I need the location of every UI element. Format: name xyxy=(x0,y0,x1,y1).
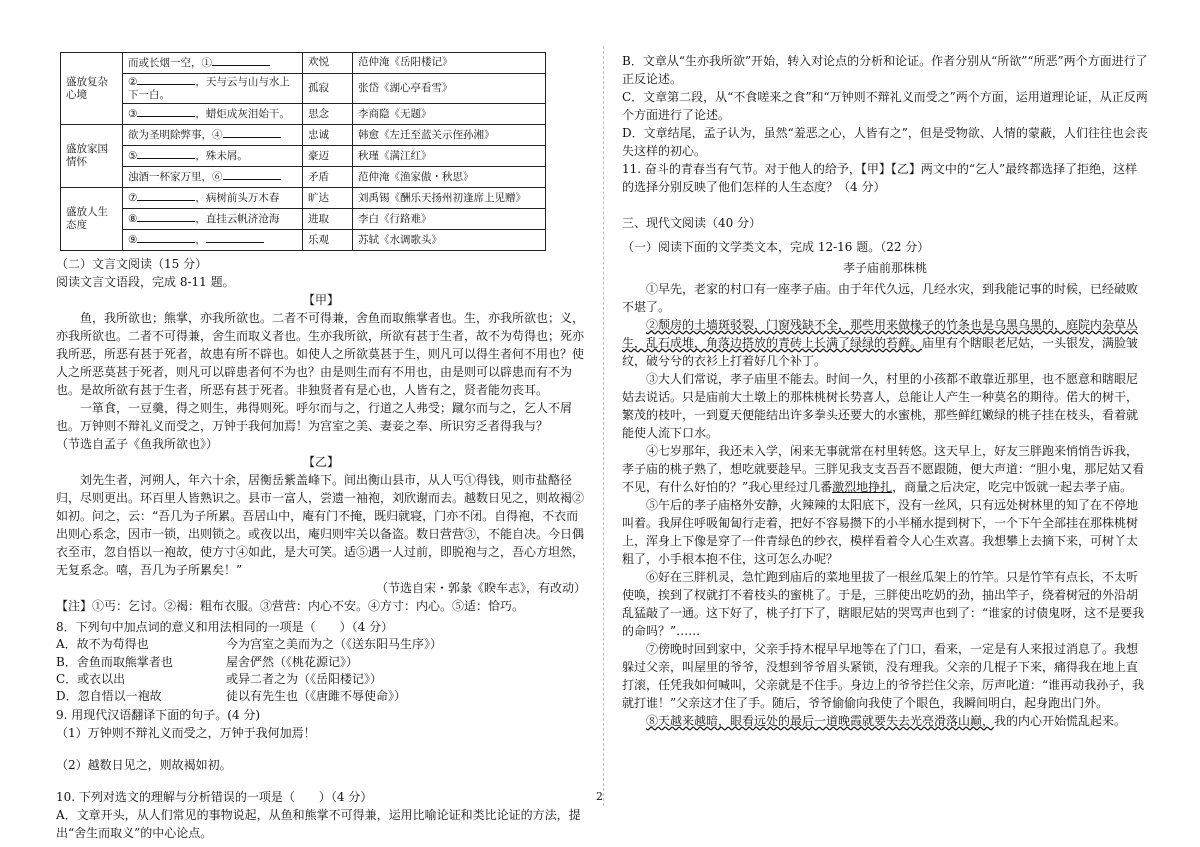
story-title: 孝子庙前那株桃 xyxy=(842,261,927,275)
fill-blank[interactable] xyxy=(137,191,195,201)
verse-cell: ⑧ ，直挂云帆济沧海 xyxy=(123,209,303,230)
question-10-option-a: A．文章开头，从人们常见的事物说起，从鱼和熊掌不可得兼，运用比喻论证和类比论证的方法，提出“舍生而取义”的中心论点。 xyxy=(56,807,581,840)
underlined-phrase: 激烈地挣扎 xyxy=(832,480,893,494)
underlined-sentence: ⑧天越来越暗，眼看远处的最后一道晚霞就要失去光亮滑落山巅， xyxy=(646,714,995,728)
story-paragraph-1: ①早先，老家的村口有一座孝子庙。由于年代久远，几经水灾，到我能记事的时候，已经破败不堪了。 xyxy=(622,282,1139,314)
column-divider xyxy=(603,46,604,806)
source-cell: 刘禹锡《酬乐天扬州初逢席上见赠》 xyxy=(353,188,546,209)
question-8-option: C．或衣以出 或异二者之为（《岳阳楼记》） xyxy=(56,672,383,687)
fill-blank[interactable] xyxy=(137,233,195,243)
fill-blank[interactable] xyxy=(223,128,281,138)
verse-cell: ⑨ ， xyxy=(123,230,303,251)
theme-cell: 盛放人生态度 xyxy=(61,188,123,251)
story-paragraph-7: ⑦傍晚时回到家中，父亲手持木棍早早地等在了门口，看来，一定是有人来报过消息了。我想躲过父亲，叫屋里的爷爷，没想到爷爷眉头紧锁，没有理我。父亲的几棍子下来，痛得我在地上直打滚，任凭我如何喊叫，父亲就是不住手。身边上的爷爷拦住父亲，厉声叱道：“谁再动我孙子，我就打谁！”父亲这才住了手。随后，爷爷偷偷向我使了个眼色，我瞬间明白，起身跑出门外。 xyxy=(622,642,1145,710)
source-cell: 秋瑾《满江红》 xyxy=(353,146,546,167)
fill-blank[interactable] xyxy=(137,107,195,117)
source-cell: 李商隐《无题》 xyxy=(353,104,546,125)
emotion-cell: 旷达 xyxy=(303,188,353,209)
source-cell: 范仲淹《渔家傲・秋思》 xyxy=(353,167,546,188)
left-column xyxy=(56,52,586,842)
verse-cell: ⑤ ，殊未屑。 xyxy=(123,146,303,167)
poem-table-row xyxy=(61,125,546,146)
question-9: 9. 用现代汉语翻译下面的句子。(4 分) xyxy=(56,707,261,722)
emotion-cell: 欢悦 xyxy=(303,53,353,74)
emotion-cell: 乐观 xyxy=(303,230,353,251)
poem-table-row xyxy=(61,188,546,209)
source-cell: 张岱《湖心亭看雪》 xyxy=(353,74,546,104)
poem-table-row xyxy=(61,53,546,74)
yi-label: 【乙】 xyxy=(302,455,339,470)
question-8: 8．下列句中加点词的意义和用法相同的一项是（ ）（4 分） xyxy=(56,620,394,635)
source-cell: 韩愈《左迁至蓝关示侄孙湘》 xyxy=(353,125,546,146)
annotation-notes: 【注】①丐：乞讨。②褐：粗布衣服。③营营：内心不安。④方寸：内心。⑤适：恰巧。 xyxy=(56,599,525,614)
source-cell: 苏轼《水调歌头》 xyxy=(353,230,546,251)
verse-cell: ⑦ ，病树前头万木春 xyxy=(123,188,303,209)
page-number: 2 xyxy=(596,790,603,803)
emotion-cell: 豪迈 xyxy=(303,146,353,167)
emotion-cell: 思念 xyxy=(303,104,353,125)
section-heading: （二）文言文阅读（15 分） xyxy=(56,257,208,272)
section-3-heading: 三、现代文阅读（40 分） xyxy=(622,216,762,230)
story-paragraph-5: ⑤午后的孝子庙格外安静，火辣辣的太阳底下，没有一丝风，只有远处树林里的知了在不停地叫着。我屏住呼吸匍匐行走着，把好不容易攒下的小半桶水提到树下，一个下午全部挂在那株桃树上，浑身上下像是穿了一件青绿色的纱衣，模样看着令人心生欢喜。我想攀上去摘下来，可树丫太粗了，小手根本抱不住，这可怎么办呢？ xyxy=(622,498,1139,566)
fill-blank[interactable] xyxy=(137,75,195,85)
fill-blank[interactable] xyxy=(206,233,264,243)
emotion-cell: 矛盾 xyxy=(303,167,353,188)
right-column xyxy=(622,52,1148,730)
poem-table-row xyxy=(61,167,546,188)
question-10-option-b: B．文章从“生亦我所欲”开始，转入对论点的分析和论证。作者分别从“所欲”“所恶”两个方面进行了正反论述。 xyxy=(622,54,1148,86)
story-paragraph-4: ④七岁那年，我还未入学，闲来无事就常在村里转悠。这天早上，好友三胖跑来悄悄告诉我，孝子庙的桃子熟了，想吃就要趁早。三胖见我支支吾吾不愿跟随，便大声道：“胆小鬼，那尼姑又看不见，有什么好怕的？”我心里经过几番激烈地挣扎，商量之后决定，吃完中饭就一起去孝子庙。 xyxy=(622,444,1145,494)
poem-table-row xyxy=(61,74,546,104)
theme-cell: 盛放家国情怀 xyxy=(61,125,123,188)
fill-blank[interactable] xyxy=(137,212,195,222)
jia-paragraph-1: 鱼，我所欲也；熊掌，亦我所欲也。二者不可得兼，舍鱼而取熊掌者也。生，亦我所欲也；义，亦我所欲也。二者不可得兼，舍生而取义者也。生亦我所欲，所欲有甚于生者，故不为苟得也；死亦我所恶，所恶有甚于死者，故患有所不辟也。如使人之所欲莫甚于生，则凡可以得生者何不用也？使人之所恶莫甚于死者，则凡可以辟患者何不为也？由是则生而有不用也，由是则可以辟患而有不为也。是故所欲有甚于生者，所恶有甚于死者。非独贤者有是心也，人皆有之，贤者能勿丧耳。 xyxy=(56,311,585,398)
fill-blank[interactable] xyxy=(212,56,270,66)
story-paragraph-3: ③大人们常说，孝子庙里不能去。时间一久，村里的小孩都不敢靠近那里，也不愿意和瞎眼尼姑去说话。只是庙前大土墩上的那株桃树长势喜人，总能让人产生一种莫名的期待。偌大的树干，繁茂的枝叶，一到夏天便能结出许多拳头还要大的水蜜桃，那些鲜红嫩绿的桃子挂在枝头，看着就能使人流下口水。 xyxy=(622,372,1139,440)
jia-label: 【甲】 xyxy=(302,293,339,308)
verse-cell: ③ ，蜡炬成灰泪始干。 xyxy=(123,104,303,125)
classical-section xyxy=(56,255,586,842)
source-cell: 李白《行路难》 xyxy=(353,209,546,230)
question-11: 11. 奋斗的青春当有气节。对于他人的给予，【甲】【乙】两文中的“乞人”最终都选择了拒绝，这样的选择分别反映了他们怎样的人生态度？（4 分） xyxy=(622,162,1138,194)
poem-table xyxy=(60,52,546,251)
question-8-options xyxy=(56,636,586,706)
verse-cell: 浊酒一杯家万里，⑥ xyxy=(123,167,303,188)
source-cell: 范仲淹《岳阳楼记》 xyxy=(353,53,546,74)
poem-table-row xyxy=(61,230,546,251)
question-10-option-d: D．文章结尾，孟子认为，虽然“羞恶之心，人皆有之”，但是受物欲、人情的蒙蔽，人们往往也会丧失这样的初心。 xyxy=(622,126,1148,158)
question-9-item-1: （1）万钟则不辩礼义而受之，万钟于我何加焉！ xyxy=(56,725,316,740)
poem-table-row xyxy=(61,146,546,167)
emotion-cell: 忠诚 xyxy=(303,125,353,146)
fill-blank[interactable] xyxy=(223,170,281,180)
story-paragraph-8: ⑧天越来越暗，眼看远处的最后一道晚霞就要失去光亮滑落山巅，我的内心开始慌乱起来。 xyxy=(646,714,1127,728)
question-8-option: B．舍鱼而取熊掌者也 屋舍俨然（《桃花源记》） xyxy=(56,654,359,669)
story-paragraph-6: ⑥好在三胖机灵，急忙跑到庙后的菜地里拔了一根丝瓜架上的竹竿。只是竹竿有点长，不太听使唤，挨到了杈就打不着枝头的蜜桃了。于是，三胖使出吃奶的劲，抽出竿子，绕着树冠的外沿胡乱猛敲了一通。这下好了，桃子打下了，瞎眼尼姑的哭骂声也到了：“谁家的讨债鬼呀，这不是要我的命吗？”…… xyxy=(622,570,1145,638)
theme-cell: 盛放复杂心境 xyxy=(61,53,123,125)
yi-paragraph: 刘先生者，河朔人，年六十余，居衡岳紫盖峰下。间出衡山县市，从人丐①得钱，则市盐酪径归，尽则更出。环百里人皆熟识之。县市一富人，尝遗一袖袍，刘欣谢而去。越数日见之，则故褐②如初。问之，云：“吾几为子所累。吾居山中，庵有门不掩，既归就寝，门亦不闭。自得袍，不衣而出则心系念，因市一锁，出则锁之。或夜以出，庵归则牢关以备盗。数日营营③，不能自决。今日偶衣至市，忽自悟以一袍故，使方寸④如此，是大可笑。适⑤遇一人过前，即脱袍与之，吾心方坦然，无复系念。嘻，吾几为子所累矣！” xyxy=(56,473,585,578)
question-8-option: D．忽自悟以一袍故 徒以有先生也（《唐雎不辱使命》） xyxy=(56,689,407,704)
poem-table-row xyxy=(61,104,546,125)
yi-source: （节选自宋・郭彖《睽车志》，有改动） xyxy=(375,581,586,596)
question-9-item-2: （2）越数日见之，则故褐如初。 xyxy=(56,757,232,772)
fill-blank[interactable] xyxy=(137,149,195,159)
emotion-cell: 进取 xyxy=(303,209,353,230)
jia-source: （节选自孟子《鱼我所欲也》） xyxy=(56,437,219,452)
instruction: 阅读文言文语段，完成 8-11 题。 xyxy=(56,275,235,290)
poem-table-row xyxy=(61,209,546,230)
story-paragraph-2: ②颓房的土墙斑驳裂，门窗残缺不全，那些用来做椽子的竹条也是乌黑乌黑的，庭院内杂草丛生，乱石成堆，角落边搭放的青砖上长满了绿绿的苔藓。庙里有个瞎眼老尼姑，一头银发，满脸皱纹，破兮兮的衣衫上打着好几个补丁。 xyxy=(622,318,1139,368)
underlined-passage: ②颓房的土墙斑驳裂，门窗残缺不全，那些用来做椽子的竹条也是乌黑乌黑的，庭院内杂草丛生，乱石成堆，角落边搭放的青砖上长满了绿绿的苔藓。 xyxy=(622,318,1139,350)
subsection-heading: （一）阅读下面的文学类文本，完成 12-16 题。（22 分） xyxy=(622,240,930,254)
emotion-cell: 孤寂 xyxy=(303,74,353,104)
jia-paragraph-2: 一箪食，一豆羹，得之则生，弗得则死。呼尔而与之，行道之人弗受；蹴尔而与之，乞人不屑也。万钟则不辩礼义而受之，万钟于我何加焉！为宫室之美、妻妾之奉、所识穷乏者得我与？ xyxy=(56,401,573,434)
verse-cell: 而或长烟一空，① xyxy=(123,53,303,74)
verse-cell: ② ，天与云与山与水上下一白。 xyxy=(123,74,303,104)
question-8-option: A．故不为苟得也 今为宫室之美而为之（《送东阳马生序》） xyxy=(56,637,443,652)
verse-cell: 欲为圣明除弊事，④ xyxy=(123,125,303,146)
question-10: 10. 下列对选文的理解与分析错误的一项是（ ）（4 分） xyxy=(56,789,373,804)
question-10-option-c: C．文章第二段，从“不食嗟来之食”和“万钟则不辩礼义而受之”两个方面，运用道理论证，从正反两个方面进行了论述。 xyxy=(622,90,1148,122)
